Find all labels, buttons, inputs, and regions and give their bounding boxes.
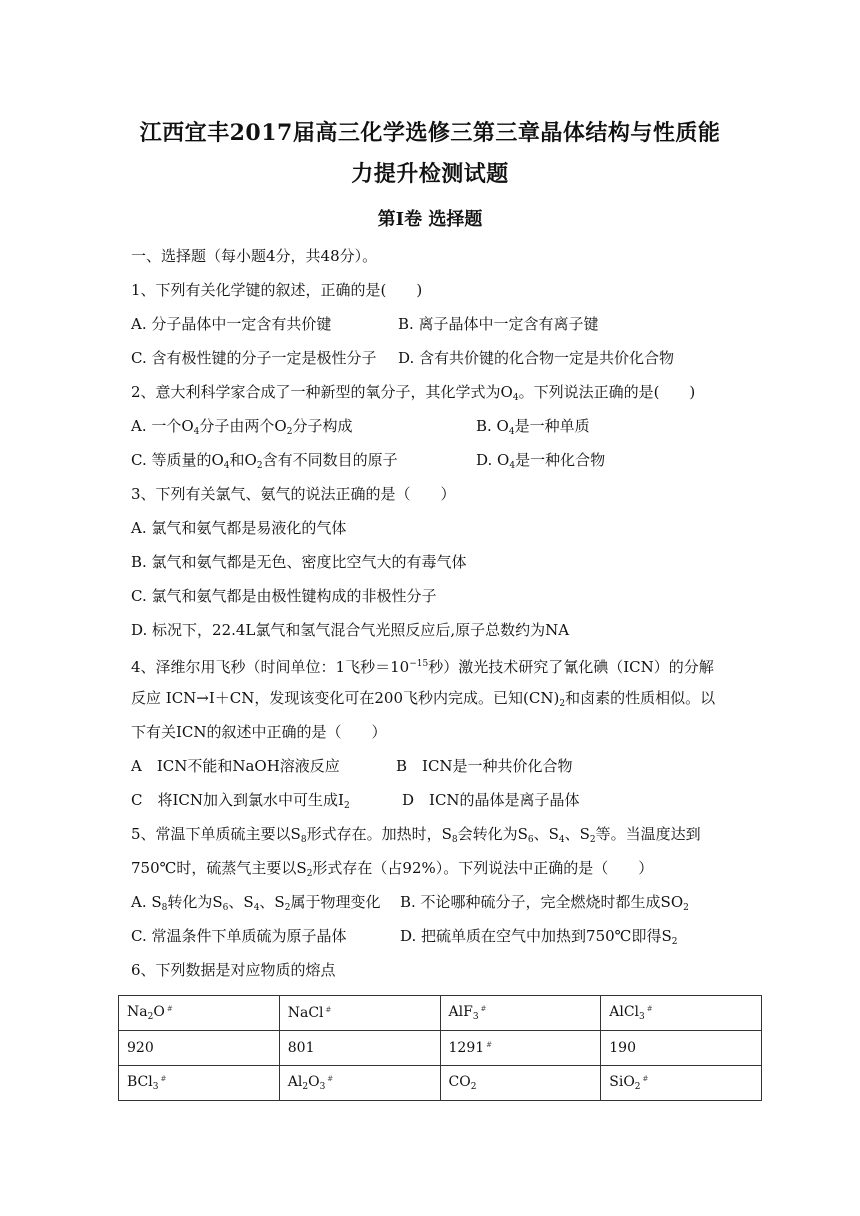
q2-option-a: A. 一个$O_4$分子由两个$O_2$分子构成 xyxy=(131,417,353,437)
table-row xyxy=(119,1031,762,1066)
title-line-2: 力提升检测试题 xyxy=(351,161,509,187)
q5-option-d: D. 把硫单质在空气中加热到750℃即得$S_2$ xyxy=(400,927,678,947)
q2-stem: 2、意大利科学家合成了一种新型的氧分子，其化学式为$O_4$。下列说法正确的是( ) xyxy=(131,383,696,403)
table-cell: BCl$_3$# xyxy=(119,1066,280,1101)
q1-option-d: D. 含有共价键的化合物一定是共价化合物 xyxy=(398,349,675,367)
q1-option-b: B. 离子晶体中一定含有离子键 xyxy=(398,315,599,333)
q4-option-d: D ICN的晶体是离子晶体 xyxy=(402,791,580,809)
q3-option-c: C. 氯气和氨气都是由极性键构成的非极性分子 xyxy=(131,587,437,605)
title-line-1: 江西宜丰2017届高三化学选修三第三章晶体结构与性质能 xyxy=(139,120,721,146)
q2-option-d: D. $O_4$是一种化合物 xyxy=(476,451,606,471)
q4-option-c: C 将ICN加入到氯水中可生成$I_2$ xyxy=(131,791,350,811)
q5-option-a: A. $S_8$转化为$S_6$、$S_4$、$S_2$属于物理变化 xyxy=(131,893,381,913)
q1-option-a: A. 分子晶体中一定含有共价键 xyxy=(131,315,332,333)
melting-point-table xyxy=(118,995,762,1101)
table-cell: $Na_2O$ # xyxy=(119,996,280,1031)
q2-option-b: B. $O_4$是一种单质 xyxy=(476,417,590,437)
section-heading: 一、选择题（每小题4分，共48分）。 xyxy=(131,247,378,265)
q6-stem: 6、下列数据是对应物质的熔点 xyxy=(131,961,336,979)
q5-stem-line-1: 5、常温下单质硫主要以$S_8$形式存在。加热时，$S_8$会转化为$S_6$、$S_4$、$S_2$等。当温度达到 xyxy=(131,825,701,845)
q3-option-a: A. 氯气和氨气都是易液化的气体 xyxy=(131,519,347,537)
table-cell: AlF$_3$# xyxy=(440,996,601,1031)
q5-stem-line-2: 750℃时，硫蒸气主要以$S_2$形式存在（占92%）。下列说法中正确的是（ ） xyxy=(131,859,654,879)
table-cell: 801 xyxy=(279,1031,440,1066)
table-cell: SiO$_2$# xyxy=(601,1066,762,1101)
q1-option-c: C. 含有极性键的分子一定是极性分子 xyxy=(131,349,377,367)
part-title: 第Ⅰ卷 选择题 xyxy=(377,209,483,230)
q4-stem-line-1: 4、泽维尔用飞秒（时间单位：1飞秒$=10^{-15}$秒）激光技术研究了氰化碘（ICN）的分解 xyxy=(131,658,714,676)
q3-option-d: D. 标况下，22.4L氯气和氢气混合气光照反应后,原子总数约为NA xyxy=(131,621,570,639)
table-cell: $Al_2O_3^{\#}$ xyxy=(279,1066,440,1101)
q4-stem-line-2: 反应 ICN→I＋CN，发现该变化可在200飞秒内完成。已知$(CN)_2$和卤素的性质相似。以 xyxy=(131,689,716,709)
table-cell: 190 xyxy=(601,1031,762,1066)
q4-stem-line-3: 下有关ICN的叙述中正确的是（ ） xyxy=(131,723,387,741)
table-cell: 920 xyxy=(119,1031,280,1066)
q3-stem: 3、下列有关氯气、氨气的说法正确的是（ ） xyxy=(131,485,456,503)
table-row xyxy=(119,996,762,1031)
q2-option-c: C. 等质量的$O_4$和$O_2$含有不同数目的原子 xyxy=(131,451,398,471)
table-cell: NaCl # xyxy=(279,996,440,1031)
q3-option-b: B. 氯气和氨气都是无色、密度比空气大的有毒气体 xyxy=(131,553,467,571)
table-row xyxy=(119,1066,762,1101)
q5-option-c: C. 常温条件下单质硫为原子晶体 xyxy=(131,927,347,945)
q1-stem: 1、下列有关化学键的叙述，正确的是( ) xyxy=(131,281,423,299)
table-cell: AlCl$_3$# xyxy=(601,996,762,1031)
table-cell: $CO_2$ xyxy=(440,1066,601,1101)
q5-option-b: B. 不论哪种硫分子，完全燃烧时都生成$SO_2$ xyxy=(400,893,689,913)
table-cell: 1291 # xyxy=(440,1031,601,1066)
q4-option-b: B ICN是一种共价化合物 xyxy=(396,757,573,775)
q4-option-a: A ICN不能和NaOH溶液反应 xyxy=(131,757,340,775)
